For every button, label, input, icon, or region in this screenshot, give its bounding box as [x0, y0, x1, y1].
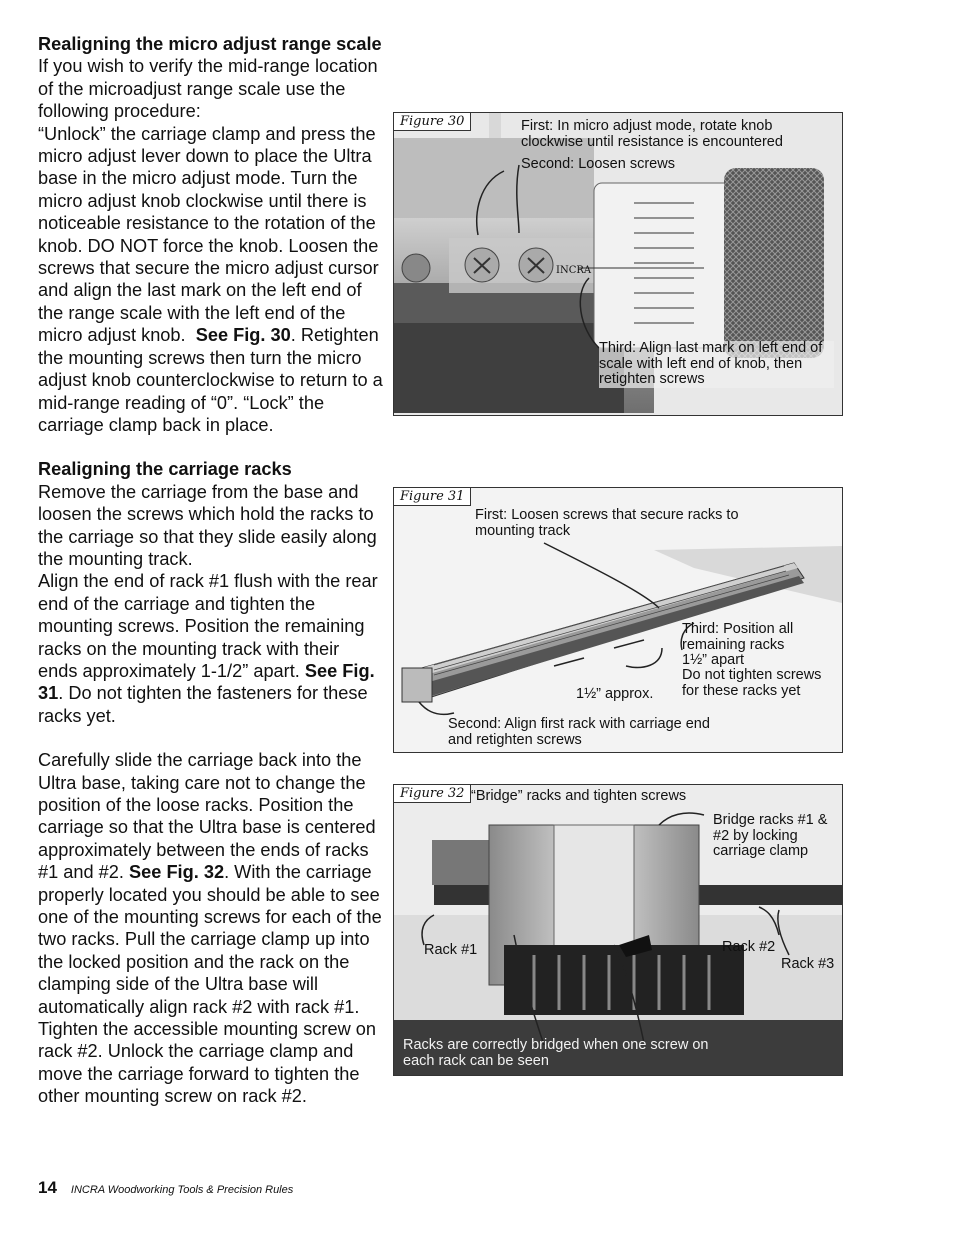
fig30-incra-logo: INCRA [556, 265, 592, 276]
figure-32-tag: Figure 32 [394, 785, 471, 803]
fig32-rack2-label: Rack #2 [722, 939, 776, 955]
fig30-ref: See Fig. 30 [195, 325, 291, 346]
heading-micro-adjust: Realigning the micro adjust range scale [38, 34, 382, 54]
para-align-rack: Align the end of rack #1 flush with the rear end of the carriage and tighten the mounting screws. Position the remaining racks on the mounting track with their ends approximately 1-1/2” apart. See Fig. 31. Do not tighten the fasteners for these racks yet. [38, 571, 378, 726]
para-remove-carriage: Remove the carriage from the base and loosen the screws which hold the racks to the carriage so that they slide easily along the mounting track. [38, 481, 377, 569]
heading-carriage-racks: Realigning the carriage racks [38, 459, 292, 480]
figure-31 [393, 487, 843, 753]
body-text [38, 33, 383, 1108]
fig32-rack3-label: Rack #3 [781, 956, 835, 972]
para-procedure-intro: If you wish to verify the mid-range location of the microadjust range scale use the following procedure: [38, 56, 378, 122]
fig31-ref: See Fig. 31 [38, 660, 375, 704]
figure-30-tag: Figure 30 [394, 113, 471, 131]
fig32-ref: See Fig. 32 [129, 862, 225, 883]
fig31-third-note: Do not tighten screws for these racks yet [682, 667, 822, 699]
fig32-bottom-caption: Racks are correctly bridged when one screw on each rack can be seen [403, 1037, 709, 1069]
screw-1 [402, 254, 430, 282]
figure-32 [393, 784, 843, 1076]
fig31-first-caption: First: Loosen screws that secure racks to mounting track [475, 507, 739, 539]
fig30-first-caption: First: In micro adjust mode, rotate knob clockwise until resistance is encountered [521, 118, 783, 150]
fig31-third-caption: Third: Position all remaining racks 1½” apart [682, 621, 794, 668]
fig32-rack1-label: Rack #1 [424, 942, 478, 958]
fig31-second-caption: Second: Align first rack with carriage end and retighten screws [448, 716, 710, 748]
para-micro-adjust: “Unlock” the carriage clamp and press the micro adjust lever down to place the Ultra base in the micro adjust mode. Turn the micro adjust knob clockwise until there is noticeable resistance to the rotation of the knob. DO NOT force the knob. Loosen the screws that secure the micro adjust cursor and align the last mark on the left end of the range scale with the left end of the micro adjust knob. See Fig. 30. Retighten the mounting screws then turn the micro adjust knob counterclockwise to return to a mid-range reading of “0”. “Lock” the carriage clamp back in place. [38, 123, 383, 435]
figure-30 [393, 112, 843, 416]
fig32-title: “Bridge” racks and tighten screws [471, 788, 687, 804]
para-slide-carriage: Carefully slide the carriage back into the Ultra base, taking care not to change the position of the loose racks. Position the carriage so that the Ultra base is centered approximately between the ends of racks #1 and #2. See Fig. 32. With the carriage properly located you should be able to see one of the mounting screws for each of the two racks. Pull the carriage clamp up into the locked position and the rack on the clamping side of the Ultra base will automatically align rack #2 with rack #1. Tighten the accessible mounting screw on rack #2. Unlock the carriage clamp and move the carriage forward to tighten the other mounting screw on rack #2. [38, 750, 382, 1107]
fig32-bridge-caption: Bridge racks #1 & #2 by locking carriage clamp [713, 812, 828, 859]
page-number: 14 [38, 1178, 57, 1197]
fig30-second-caption: Second: Loosen screws [521, 156, 675, 172]
page-footer [38, 1178, 293, 1198]
fig31-approx-label: 1½” approx. [576, 686, 654, 702]
figure-31-tag: Figure 31 [394, 488, 471, 506]
footer-title: INCRA Woodworking Tools & Precision Rules [70, 1184, 294, 1196]
fig30-third-caption: Third: Align last mark on left end of scale with left end of knob, then retighten screws [599, 341, 834, 388]
